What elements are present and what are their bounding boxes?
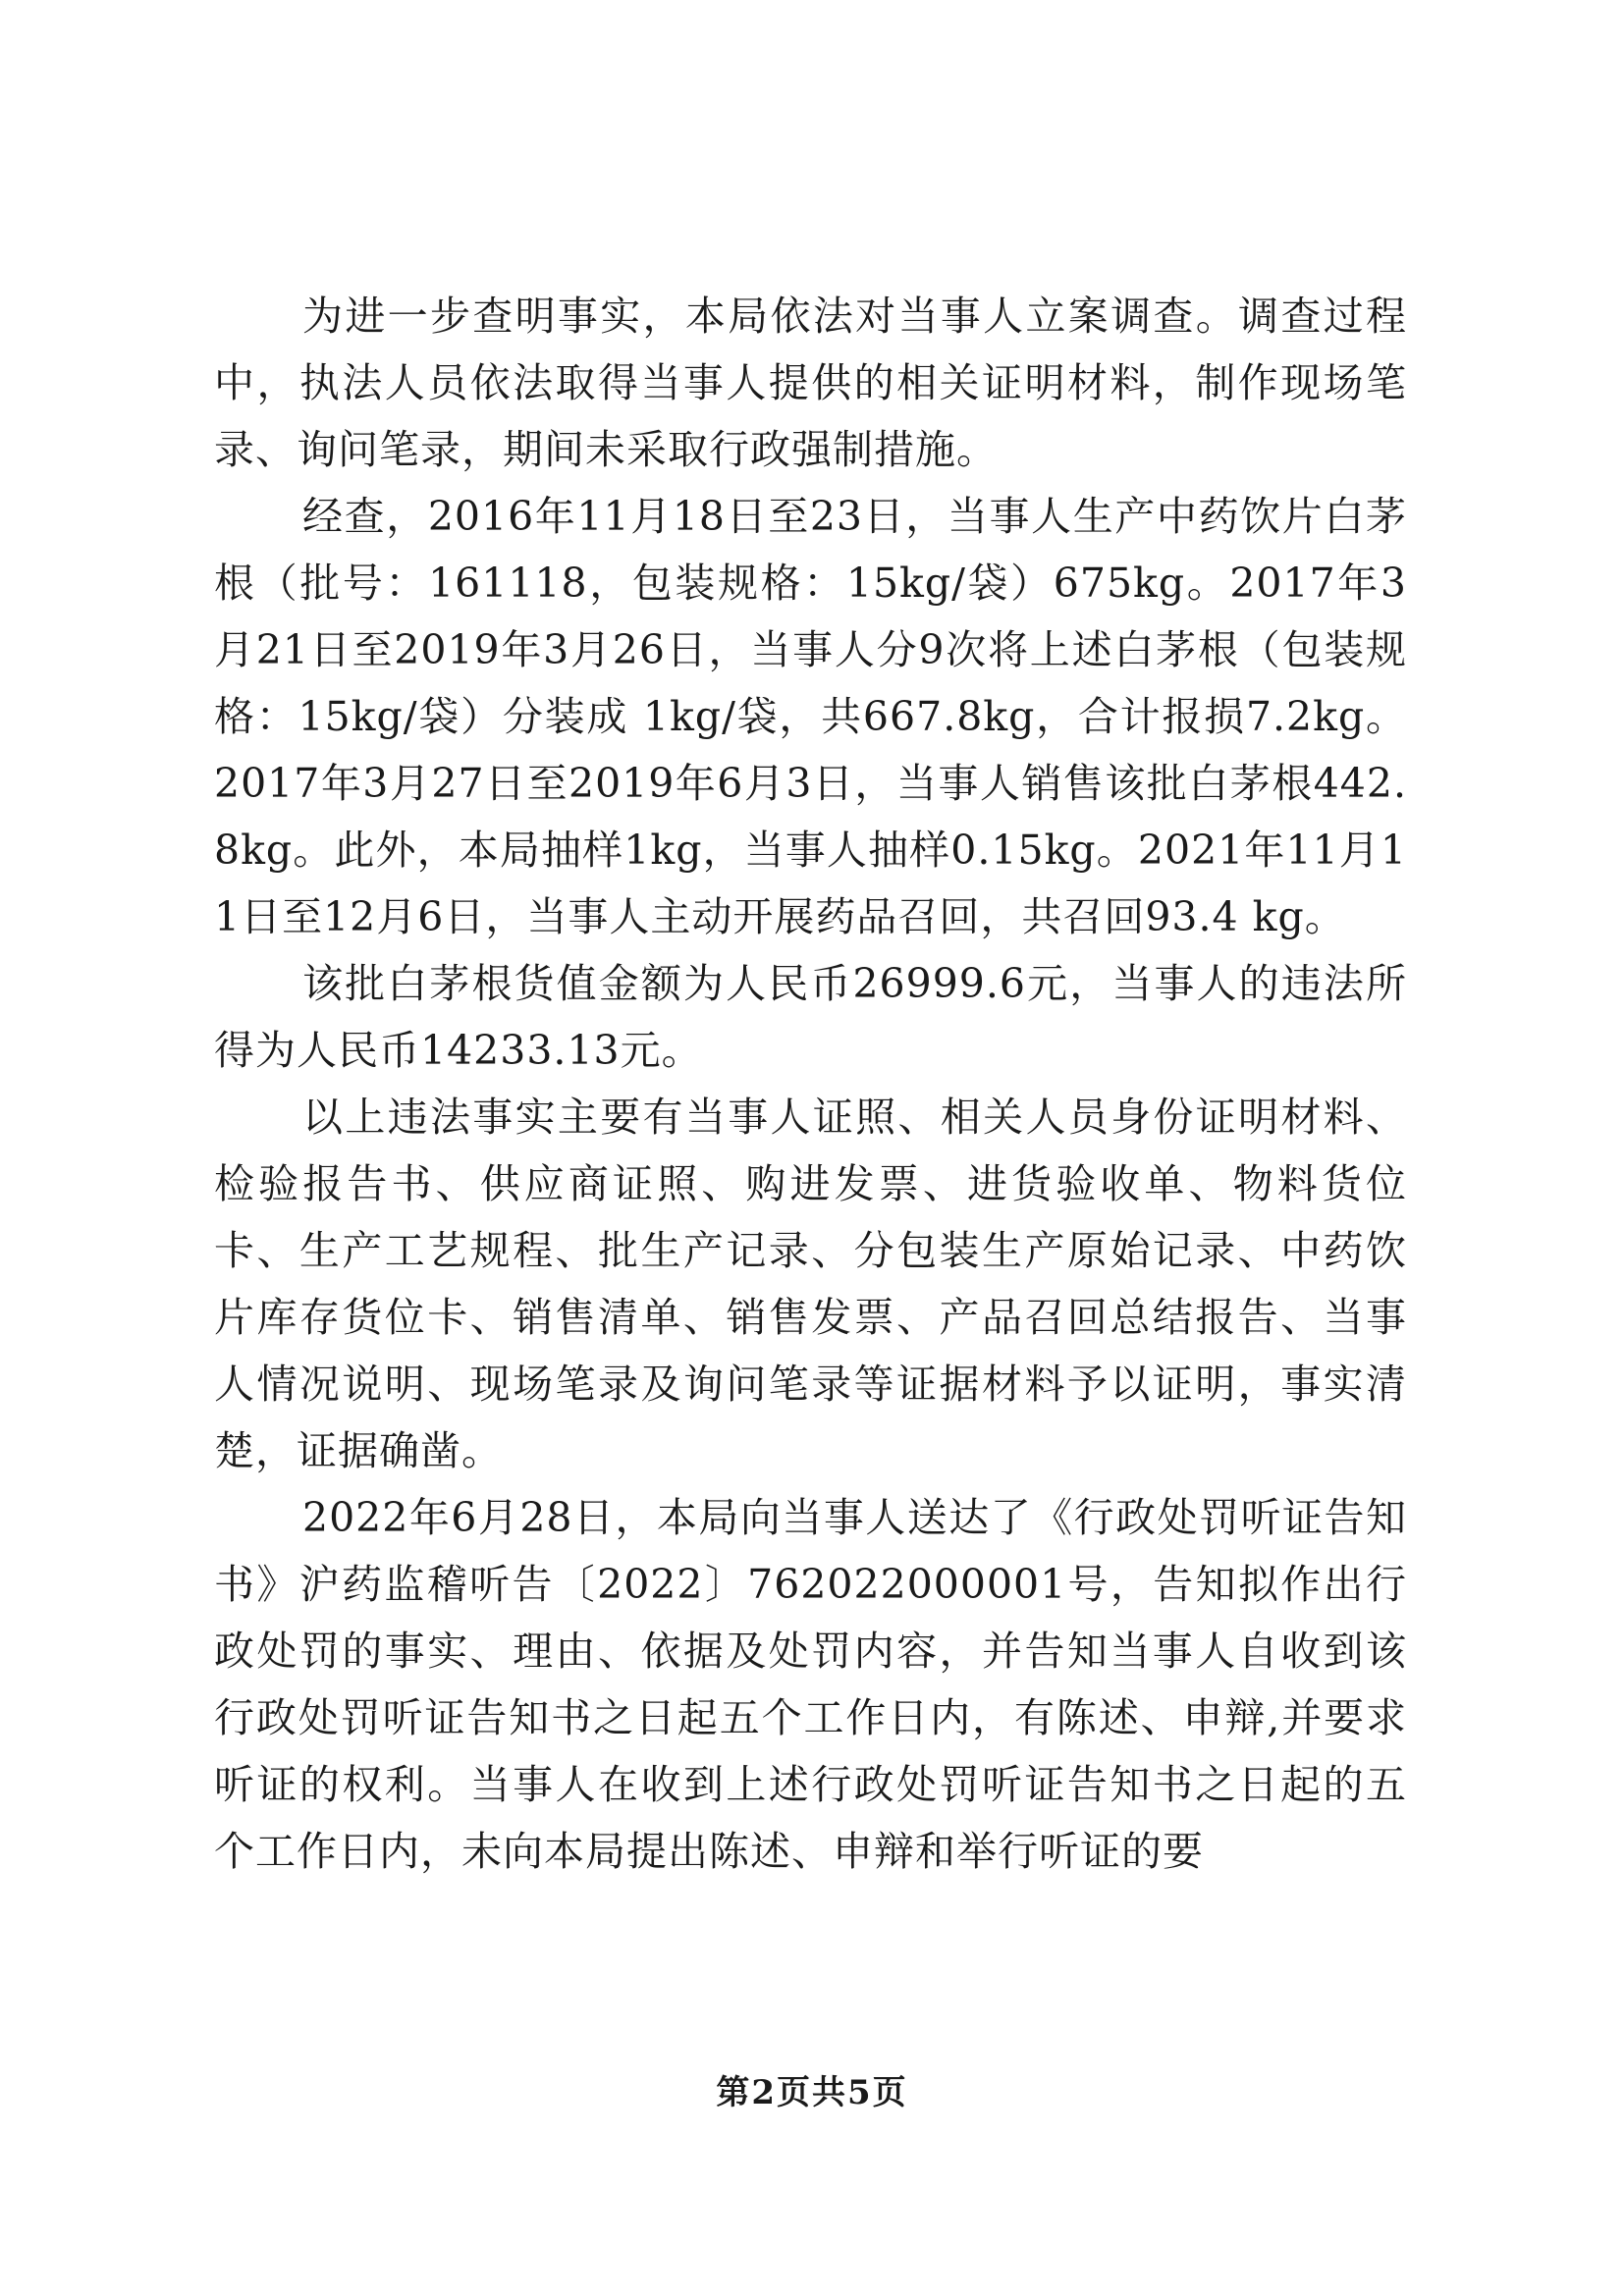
document-body	[214, 283, 1407, 1885]
paragraph-hearing-notice: 2022年6月28日，本局向当事人送达了《行政处罚听证告知书》沪药监稽听告〔2022〕762022000001号，告知拟作出行政处罚的事实、理由、依据及处罚内容，并告知当事人自收到该行政处罚听证告知书之日起五个工作日内，有陈述、申辩,并要求听证的权利。当事人在收到上述行政处罚听证告知书之日起的五个工作日内，未向本局提出陈述、申辩和举行听证的要	[214, 1494, 1407, 1875]
page-number-footer: 第2页共5页	[716, 2073, 908, 2112]
paragraph-value-amount: 该批白茅根货值金额为人民币26999.6元，当事人的违法所得为人民币14233.13元。	[214, 960, 1407, 1074]
paragraph-evidence: 以上违法事实主要有当事人证照、相关人员身份证明材料、检验报告书、供应商证照、购进发票、进货验收单、物料货位卡、生产工艺规程、批生产记录、分包装生产原始记录、中药饮片库存货位卡、销售清单、销售发票、产品召回总结报告、当事人情况说明、现场笔录及询问笔录等证据材料予以证明，事实清楚，证据确凿。	[214, 1094, 1407, 1474]
paragraph-investigation: 为进一步查明事实，本局依法对当事人立案调查。调查过程中，执法人员依法取得当事人提供的相关证明材料，制作现场笔录、询问笔录，期间未采取行政强制措施。	[214, 293, 1407, 473]
paragraph-findings: 经查，2016年11月18日至23日，当事人生产中药饮片白茅根（批号：161118，包装规格：15kg/袋）675kg。2017年3月21日至2019年3月26日，当事人分9次将上述白茅根（包装规格：15kg/袋）分装成 1kg/袋，共667.8kg，合计报损7.2kg。2017年3月27日至2019年6月3日，当事人销售该批白茅根442.8kg。此外，本局抽样1kg，当事人抽样0.15kg。2021年11月11日至12月6日，当事人主动开展药品召回，共召回93.4 kg。	[214, 493, 1407, 940]
